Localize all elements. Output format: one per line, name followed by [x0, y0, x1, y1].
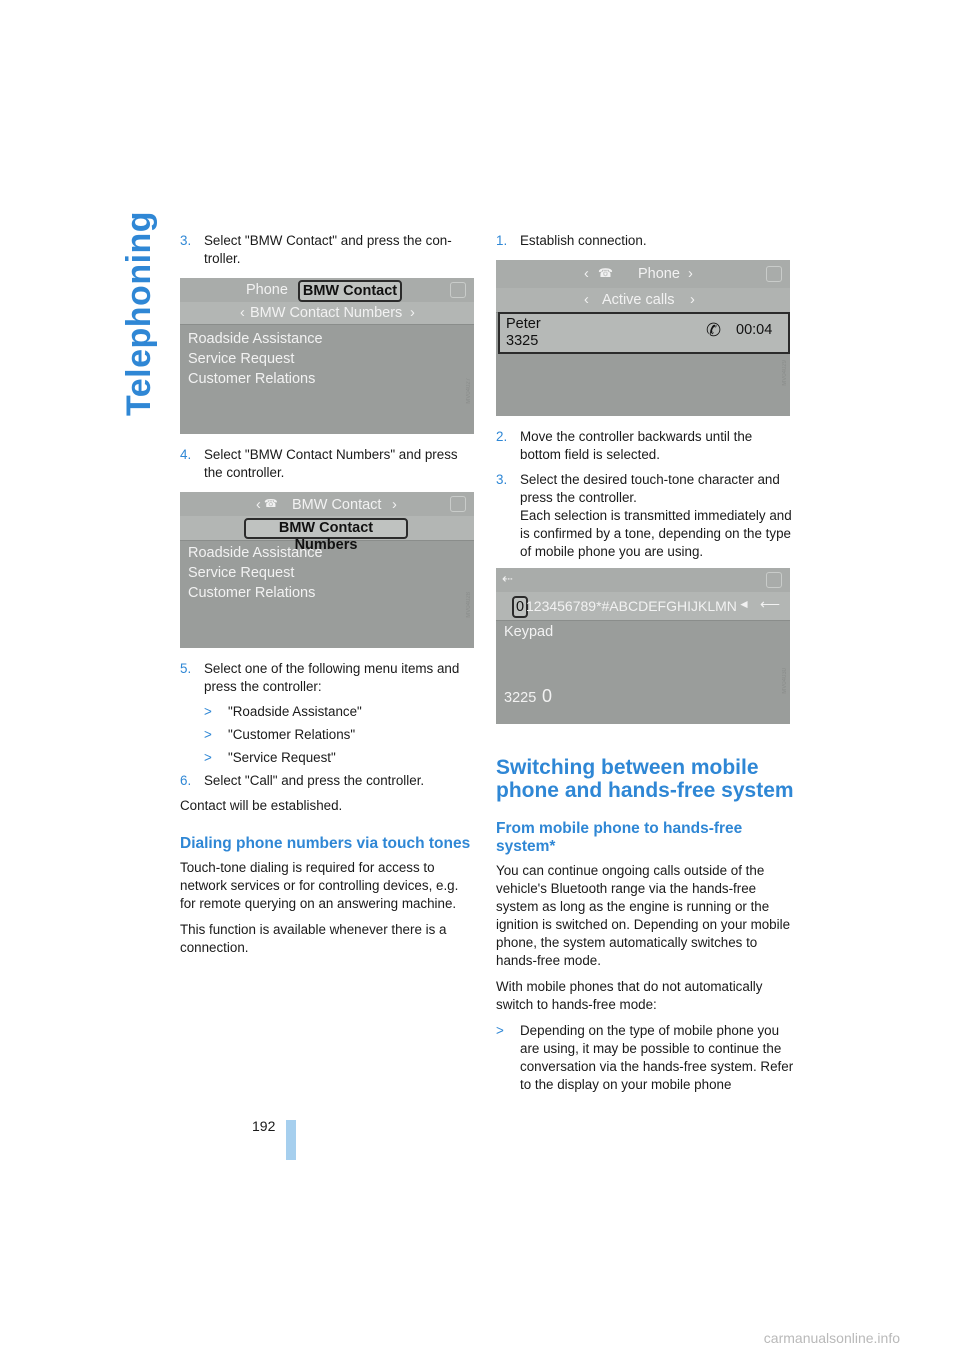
step-text: Select "Call" and press the controller.: [204, 773, 425, 788]
menu-item: Service Request: [188, 351, 295, 367]
paragraph: You can continue ongoing calls outside of the vehicle's Bluetooth range via the hands-free system as long as the engine is running or the ignition is switched on. Depending on your mobile phone, the system automatically switches to hands-free mode.: [496, 863, 791, 968]
settings-icon: [766, 572, 782, 588]
step-number: 3.: [180, 233, 192, 248]
right-column: [496, 232, 792, 257]
menu-item: Roadside Assistance: [188, 331, 323, 347]
submenu-title: Active calls: [602, 292, 675, 308]
keypad-chars: 123456789*#ABCDEFGHIJKLMN: [526, 598, 737, 614]
image-code: MV04027: [466, 378, 472, 404]
dial-number: 3225: [504, 690, 537, 706]
back-arrow-icon: ⇠: [502, 571, 513, 586]
menu-item: Service Request: [188, 565, 295, 581]
chevron-left-icon: ‹: [584, 266, 589, 282]
bullet-text: Depending on the type of mobile phone you are using, it may be possible to continue the conversation via the hands-free system. Refer to the display on your mobile phone: [520, 1023, 794, 1092]
image-code: MV04028: [466, 592, 472, 618]
step-6: [180, 772, 475, 790]
step-1: [496, 232, 792, 250]
settings-icon: [450, 282, 466, 298]
step-number: 2.: [496, 429, 508, 444]
chevron-right-icon: ›: [392, 497, 397, 513]
keypad-label: Keypad: [504, 624, 554, 640]
section-heading-switching: Switching between mobile phone and hands-free system: [496, 756, 794, 802]
step-number: 4.: [180, 447, 192, 462]
left-column-step4: [180, 446, 475, 489]
paragraph: Touch-tone dialing is required for access to network services or for controlling devices, e.g. for remote querying on an answering machine.: [180, 860, 459, 911]
subheading-handsfree: From mobile phone to hands-free system*: [496, 820, 743, 855]
screen-header: BMW Contact: [292, 497, 382, 513]
step-text: Move the controller backwards until the bottom field is selected.: [520, 429, 753, 462]
footer-watermark: carmanualsonline.info: [763, 1330, 900, 1346]
step-4: [180, 446, 475, 482]
page-number: 192: [252, 1118, 276, 1134]
step-number: 3.: [496, 472, 508, 487]
paragraph: This function is available whenever there is a connection.: [180, 922, 447, 955]
chevron-right-icon: ›: [688, 266, 693, 282]
left-column-lower: [180, 660, 475, 965]
step-text: Select "BMW Contact Numbers" and press the controller.: [204, 447, 458, 480]
side-title-text: Telephoning: [120, 210, 158, 416]
step-number: 5.: [180, 661, 192, 676]
bullet-text: "Roadside Assistance": [228, 704, 362, 719]
left-column: [180, 232, 475, 275]
step-text: Establish connection.: [520, 233, 647, 248]
page-number-bar: [286, 1120, 296, 1160]
bullet-item: [496, 1022, 796, 1094]
screenshot-keypad: [496, 568, 790, 724]
bullet-marker: >: [204, 750, 212, 765]
step-note: Each selection is transmitted immediately and is confirmed by a tone, depending on the type of mobile phone you are using.: [520, 508, 792, 559]
paragraph: With mobile phones that do not automatically switch to hands-free mode:: [496, 979, 763, 1012]
step-number: 1.: [496, 233, 508, 248]
chevron-right-icon: ›: [410, 305, 415, 321]
chevron-right-icon: ›: [690, 292, 695, 308]
right-column-steps: [496, 428, 792, 568]
image-code: MV04029: [782, 360, 788, 386]
screenshot-bmw-contact-numbers: [180, 492, 474, 648]
selected-char: 0: [512, 596, 528, 618]
settings-icon: [450, 496, 466, 512]
selected-item: BMW Contact Numbers: [244, 518, 408, 539]
bullet-text: "Service Request": [228, 750, 336, 765]
submenu-title: BMW Contact Numbers: [250, 305, 403, 321]
speaker-icon: ◄: [738, 597, 750, 611]
phone-icon: ☎: [598, 266, 613, 280]
chevron-left-icon: ‹: [584, 292, 589, 308]
step-number: 6.: [180, 773, 192, 788]
chevron-left-icon: ‹: [256, 497, 261, 513]
step-5: [180, 660, 475, 696]
settings-icon: [766, 266, 782, 282]
caller-name: Peter: [506, 316, 541, 332]
image-code: MV04030: [782, 668, 788, 694]
menu-top-bar: [496, 568, 790, 593]
caller-number: 3325: [506, 333, 539, 349]
step-text: Select one of the following menu items and press the controller:: [204, 661, 460, 694]
bullet-item: [204, 703, 475, 721]
phone-handset-icon: ✆: [706, 320, 722, 340]
bullet-item: [204, 726, 475, 744]
section-side-title: [112, 210, 172, 432]
bullet-marker: >: [496, 1023, 504, 1038]
step-3: [180, 232, 475, 268]
result-text: Contact will be established.: [180, 798, 343, 813]
step-text: Select "BMW Contact" and press the con-troller.: [204, 233, 452, 266]
menu-item: Roadside Assistance: [188, 545, 323, 561]
step-3: [496, 471, 792, 561]
tab-phone: Phone: [246, 282, 288, 298]
screen-header: Phone: [638, 266, 680, 282]
menu-item: Customer Relations: [188, 371, 316, 387]
chevron-left-icon: ‹: [240, 305, 245, 321]
call-duration: 00:04: [736, 322, 773, 338]
bullet-item: [204, 749, 475, 767]
bullet-marker: >: [204, 727, 212, 742]
entered-digits: 0: [542, 686, 553, 706]
step-text: Select the desired touch-tone character and press the controller.: [520, 472, 780, 505]
tab-bmw-contact-selected: BMW Contact: [298, 280, 402, 302]
delete-icon: ⟵: [760, 596, 781, 612]
menu-item: Customer Relations: [188, 585, 316, 601]
section-heading-touch-tones: Dialing phone numbers via touch tones: [180, 835, 471, 852]
step-2: [496, 428, 792, 464]
bullet-marker: >: [204, 704, 212, 719]
phone-icon: ☎: [264, 498, 278, 510]
right-column-switching: [496, 756, 796, 1099]
screenshot-active-call: [496, 260, 790, 416]
screenshot-bmw-contact: [180, 278, 474, 434]
bullet-text: "Customer Relations": [228, 727, 356, 742]
